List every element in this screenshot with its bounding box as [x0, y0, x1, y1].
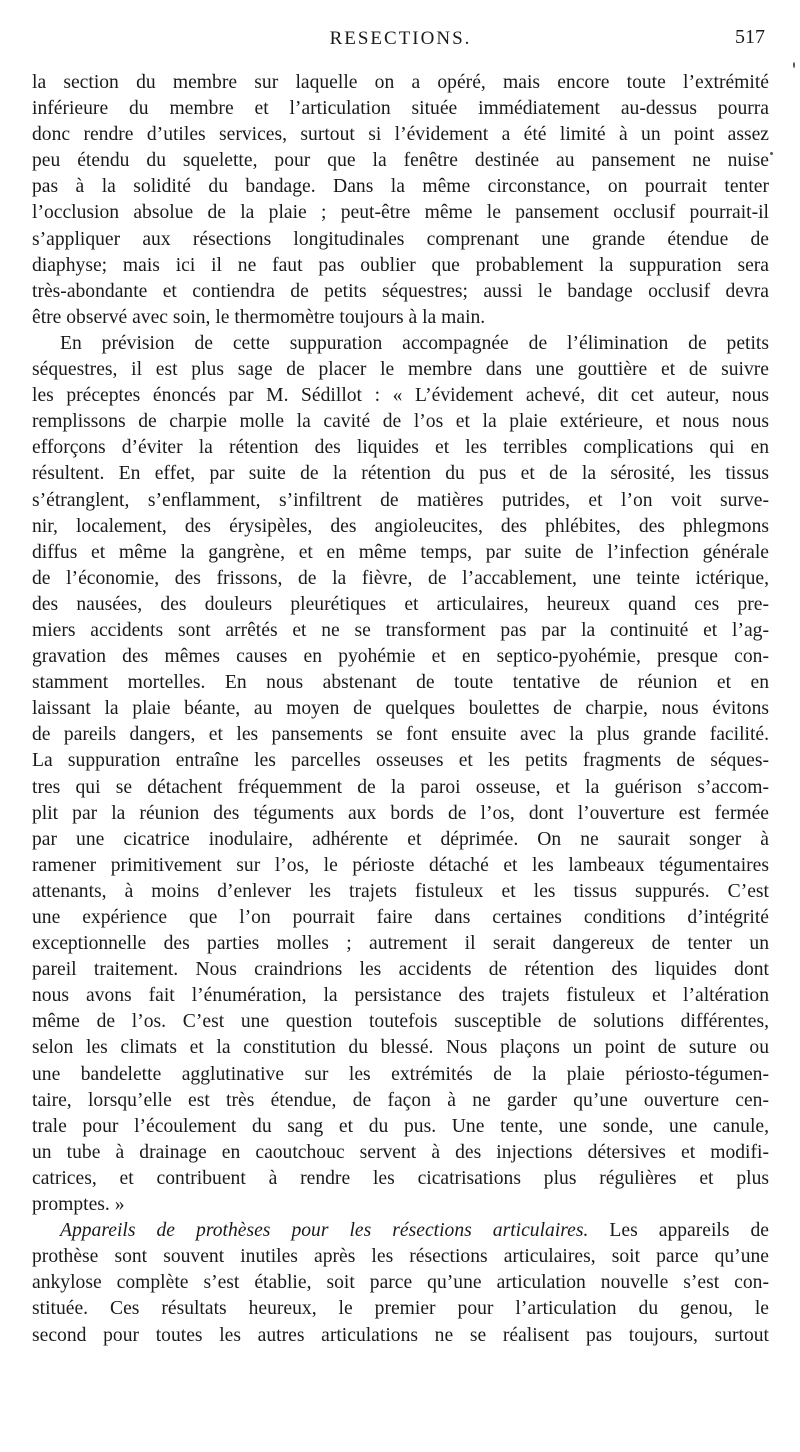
- text-line: être observé avec soin, le thermomètre toujours à la main.: [32, 306, 486, 328]
- text-line: des nausées, des douleurs pleurétiques et articulaires, heureux quand ces pre-: [32, 593, 769, 615]
- text-line: second pour toutes les autres articulations ne se réalisent pas toujours, surtout: [32, 1324, 769, 1346]
- text-line: efforçons d’éviter la rétention des liquides et les terribles complications qui en: [32, 437, 769, 459]
- text-line: résultent. En effet, par suite de la rétention du pus et de la sérosité, les tissus: [32, 463, 769, 485]
- text-line: plit par la réunion des téguments aux bords de l’os, dont l’ouverture est fermée: [32, 802, 769, 824]
- text-line: laissant la plaie béante, au moyen de quelques boulettes de charpie, nous évitons: [32, 698, 769, 720]
- text-line: inférieure du membre et l’articulation située immédiatement au-dessus pourra: [32, 98, 769, 120]
- text-line: s’étranglent, s’enflamment, s’infiltrent de matières putrides, et l’on voit surve-: [32, 489, 769, 511]
- text-line: diffus et même la gangrène, et en même temps, par suite de l’infection générale: [32, 541, 769, 563]
- text-line: nous avons fait l’énumération, la persistance des trajets fistuleux et l’altération: [32, 985, 769, 1007]
- text-line: catrices, et contribuent à rendre les cicatrisations plus régulières et plus: [32, 1167, 769, 1189]
- page: [32, 28, 769, 1349]
- section-heading-italic: Appareils de prothèses pour les résections articulaires.: [60, 1220, 589, 1242]
- scan-speck: [793, 62, 795, 68]
- text-line: stituée. Ces résultats heureux, le premier pour l’articulation du genou, le: [32, 1298, 769, 1320]
- text-line: exceptionnelle des parties molles ; autrement il serait dangereux de tenter un: [32, 933, 769, 955]
- text-line: miers accidents sont arrêtés et ne se transforment pas par la continuité et l’ag-: [32, 619, 769, 641]
- text-line: En prévision de cette suppuration accompagnée de l’élimination de petits: [60, 332, 769, 354]
- text-line: [32, 1218, 769, 1244]
- text-line: ramener primitivement sur l’os, le périoste détaché et les lambeaux tégumentaires: [32, 854, 769, 876]
- text-line: taire, lorsqu’elle est très étendue, de façon à ne garder qu’une ouverture cen-: [32, 1089, 769, 1111]
- text-line: donc rendre d’utiles services, surtout si l’évidement a été limité à un point assez: [32, 124, 769, 146]
- text-line: stamment mortelles. En nous abstenant de toute tentative de réunion et en: [32, 672, 769, 694]
- text-line: même de l’os. C’est une question toutefois susceptible de solutions différentes,: [32, 1011, 769, 1033]
- text-line: un tube à drainage en caoutchouc servent à des injections détersives et modifi-: [32, 1141, 769, 1163]
- text-line: promptes. »: [32, 1194, 125, 1216]
- text-line: remplissons de charpie molle la cavité de l’os et la plaie extérieure, et nous nous: [32, 411, 769, 433]
- text-line: ankylose complète s’est établie, soit parce qu’une articulation nouvelle s’est con-: [32, 1272, 769, 1294]
- text-line: prothèse sont souvent inutiles après les résections articulaires, soit parce qu’une: [32, 1246, 769, 1268]
- text-line: très-abondante et contiendra de petits séquestres; aussi le bandage occlusif devra: [32, 280, 769, 302]
- text-line: diaphyse; mais ici il ne faut pas oublier que probablement la suppuration sera: [32, 254, 769, 276]
- paragraph-prostheses: [32, 1218, 769, 1348]
- text-line: selon les climats et la constitution du blessé. Nous plaçons un point de suture ou: [32, 1037, 769, 1059]
- body-text: [32, 70, 769, 1349]
- scan-speck: [770, 152, 773, 155]
- text-line: de l’économie, des frissons, de la fièvre, de l’accablement, une teinte ictérique,: [32, 567, 769, 589]
- text-line: trale pour l’écoulement du sang et du pus. Une tente, une sonde, une canule,: [32, 1115, 769, 1137]
- paragraph-continued: [32, 70, 769, 331]
- page-number: 517: [735, 26, 765, 48]
- text-line: pas à la solidité du bandage. Dans la même circonstance, on pourrait tenter: [32, 176, 769, 198]
- paragraph-sedillot-quote: [32, 331, 769, 1218]
- running-head: [32, 28, 769, 56]
- text-line: peu étendu du squelette, pour que la fenêtre destinée au pansement ne nuise: [32, 150, 769, 172]
- text-line: une expérience que l’on pourrait faire dans certaines conditions d’intégrité: [32, 907, 769, 928]
- text-line: par une cicatrice inodulaire, adhérente et déprimée. On ne saurait songer à: [32, 828, 769, 850]
- text-line: tres qui se détachent fréquemment de la paroi osseuse, et la guérison s’accom-: [32, 776, 769, 798]
- text-line: la section du membre sur laquelle on a opéré, mais encore toute l’extrémité: [32, 72, 769, 93]
- text-line: de pareils dangers, et les pansements se font ensuite avec la plus grande facilité.: [32, 724, 769, 746]
- text-line: une bandelette agglutinative sur les extrémités de la plaie périosto-tégumen-: [32, 1063, 769, 1085]
- text-line: séquestres, il est plus sage de placer le membre dans une gouttière et de suivre: [32, 359, 769, 381]
- running-title: RESECTIONS.: [329, 28, 472, 49]
- text-line: pareil traitement. Nous craindrions les accidents de rétention des liquides dont: [32, 959, 769, 981]
- text-line: les préceptes énoncés par M. Sédillot : « L’évidement achevé, dit cet auteur, nous: [32, 385, 769, 407]
- text-line: gravation des mêmes causes en pyohémie et en septico-pyohémie, presque con-: [32, 646, 769, 668]
- text-line: s’appliquer aux résections longitudinales comprenant une grande étendue de: [32, 228, 769, 250]
- text-line: attenants, à moins d’enlever les trajets fistuleux et les tissus suppurés. C’est: [32, 880, 769, 902]
- text-line: La suppuration entraîne les parcelles osseuses et les petits fragments de séques-: [32, 750, 769, 772]
- text-line: nir, localement, des érysipèles, des angioleucites, des phlébites, des phlegmons: [32, 515, 769, 537]
- text-fragment: Les appareils de: [588, 1220, 769, 1242]
- text-line: l’occlusion absolue de la plaie ; peut-être même le pansement occlusif pourrait-il: [32, 202, 769, 224]
